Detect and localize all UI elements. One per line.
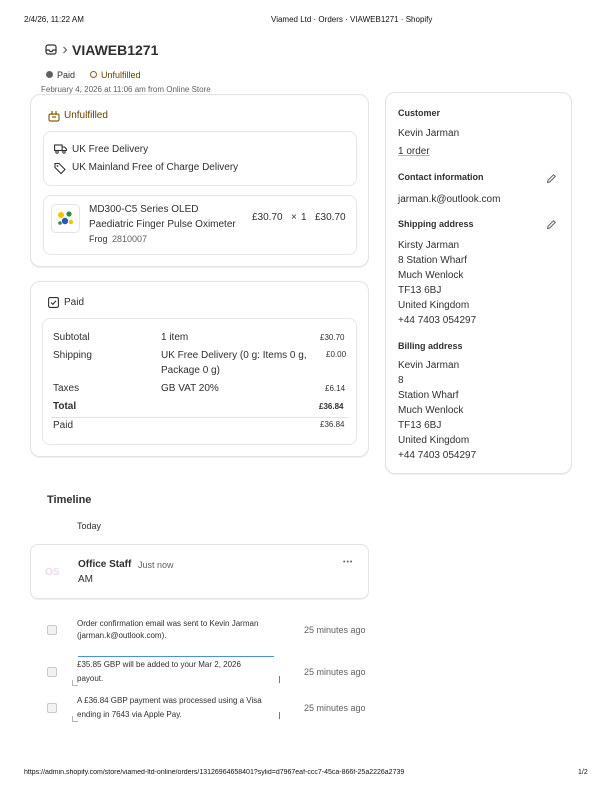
paid-check-icon	[48, 297, 59, 308]
event-text-line1: A £36.84 GBP payment was processed using a Visa	[77, 696, 262, 705]
pencil-icon[interactable]	[546, 173, 557, 184]
subtotal-label: Subtotal	[53, 332, 90, 343]
shipping-address-phone: +44 7403 054297	[398, 315, 477, 326]
shipping-address-line: Much Wenlock	[398, 270, 464, 281]
shipping-amount: £0.00	[326, 350, 347, 359]
billing-address-line: Much Wenlock	[398, 405, 464, 416]
paid-amount: £36.84	[320, 420, 345, 429]
paid-badge: Paid	[57, 70, 76, 80]
pencil-icon[interactable]	[546, 219, 557, 230]
delivery-box	[43, 131, 357, 186]
print-title: Viamed Ltd · Orders · VIAWEB1271 · Shopify	[271, 15, 433, 24]
tag-icon	[54, 162, 66, 174]
event-time: 25 minutes ago	[304, 625, 366, 635]
truck-icon	[54, 144, 67, 154]
order-date-line: February 4, 2026 at 11:06 am from Online Store	[41, 85, 211, 94]
total-label: Total	[53, 401, 77, 412]
taxes-desc: GB VAT 20%	[161, 383, 219, 394]
delivery-method: UK Free Delivery	[72, 144, 149, 155]
shipping-label: Shipping	[53, 350, 92, 361]
shipping-address-line: United Kingdom	[398, 300, 470, 311]
more-icon[interactable]: •••	[343, 559, 354, 566]
event-checkbox[interactable]	[47, 625, 57, 635]
billing-address-line: 8	[398, 375, 404, 386]
taxes-label: Taxes	[53, 383, 80, 394]
product-name-line2[interactable]: Paediatric Finger Pulse Oximeter	[89, 219, 236, 230]
line-item-box	[43, 195, 357, 255]
comment-card	[30, 544, 369, 599]
shipping-desc-cont: Package 0 g)	[161, 365, 220, 376]
paid-badge-dot	[46, 71, 53, 78]
unfulfilled-card	[30, 94, 369, 267]
paid-label: Paid	[53, 420, 74, 431]
subtotal-desc: 1 item	[161, 332, 189, 343]
fulfillment-icon	[48, 110, 60, 122]
inbox-icon[interactable]	[45, 44, 57, 55]
quantity: 1	[301, 212, 307, 223]
comment-author: Office Staff	[78, 559, 132, 570]
delivery-description: UK Mainland Free of Charge Delivery	[72, 162, 239, 173]
shipping-address-title: Shipping address	[398, 219, 474, 229]
event-time: 25 minutes ago	[304, 667, 366, 677]
event-text-line1: £35.85 GBP will be added to your Mar 2, 2026	[77, 660, 241, 669]
unfulfilled-badge: Unfulfilled	[101, 70, 141, 80]
contact-info-title: Contact information	[398, 172, 484, 182]
comment-text: AM	[78, 574, 93, 585]
event-time: 25 minutes ago	[304, 703, 366, 713]
customer-section-title: Customer	[398, 108, 441, 118]
event-text-line2: payout.	[77, 674, 104, 683]
customer-card	[385, 92, 572, 474]
timeline-today: Today	[77, 521, 102, 531]
billing-address-line: Station Wharf	[398, 390, 459, 401]
print-url: https://admin.shopify.com/store/viamed-ltd-online/orders/13126964658401?sylid=d7967eaf-ccc7-45ca-866f-25a2226a2739	[24, 769, 405, 776]
unit-price: £30.70	[252, 212, 283, 223]
billing-address-title: Billing address	[398, 341, 463, 351]
timeline-title: Timeline	[47, 494, 92, 506]
order-id: VIAWEB1271	[72, 42, 159, 58]
avatar: OS	[45, 567, 60, 578]
subtotal-amount: £30.70	[320, 333, 345, 342]
paid-card	[30, 281, 369, 457]
billing-address-phone: +44 7403 054297	[398, 450, 477, 461]
print-date: 2/4/26, 11:22 AM	[24, 15, 84, 24]
event-highlight-edge	[279, 676, 280, 683]
customer-name[interactable]: Kevin Jarman	[398, 128, 460, 139]
unfulfilled-badge-dot	[90, 71, 97, 78]
chevron-right-icon	[62, 46, 68, 54]
shipping-address-line: Kirsty Jarman	[398, 240, 460, 251]
taxes-amount: £6.14	[325, 384, 346, 393]
unfulfilled-title: Unfulfilled	[64, 110, 108, 121]
shipping-address-line: TF13 6BJ	[398, 285, 442, 296]
event-text-line2: ending in 7643 via Apple Pay.	[77, 710, 182, 719]
paid-divider	[51, 417, 348, 418]
customer-email[interactable]: jarman.k@outlook.com	[398, 194, 501, 205]
event-highlight-top	[78, 656, 274, 657]
product-variant: Frog	[89, 234, 108, 244]
shipping-address-line: 8 Station Wharf	[398, 255, 467, 266]
product-image[interactable]	[51, 204, 80, 233]
product-sku: 2810007	[112, 234, 148, 244]
customer-orders-link[interactable]: 1 order	[398, 146, 430, 157]
payment-summary-box	[42, 318, 357, 445]
event-checkbox[interactable]	[47, 667, 57, 677]
line-total: £30.70	[315, 212, 346, 223]
event-text-line2: (jarman.k@outlook.com).	[77, 631, 167, 640]
event-text-line1: Order confirmation email was sent to Kevin Jarman	[77, 619, 259, 628]
times-sign: ×	[291, 212, 297, 223]
shipping-desc: UK Free Delivery (0 g: Items 0 g,	[161, 350, 307, 361]
comment-time: Just now	[138, 560, 174, 570]
product-name-line1[interactable]: MD300-C5 Series OLED	[89, 204, 199, 215]
billing-address-line: TF13 6BJ	[398, 420, 442, 431]
billing-address-line: Kevin Jarman	[398, 360, 460, 371]
event-checkbox[interactable]	[47, 703, 57, 713]
billing-address-line: United Kingdom	[398, 435, 470, 446]
total-amount: £36.84	[319, 402, 344, 411]
event-highlight-edge	[279, 712, 280, 719]
print-page: 1/2	[578, 769, 588, 776]
paid-title: Paid	[64, 297, 85, 308]
